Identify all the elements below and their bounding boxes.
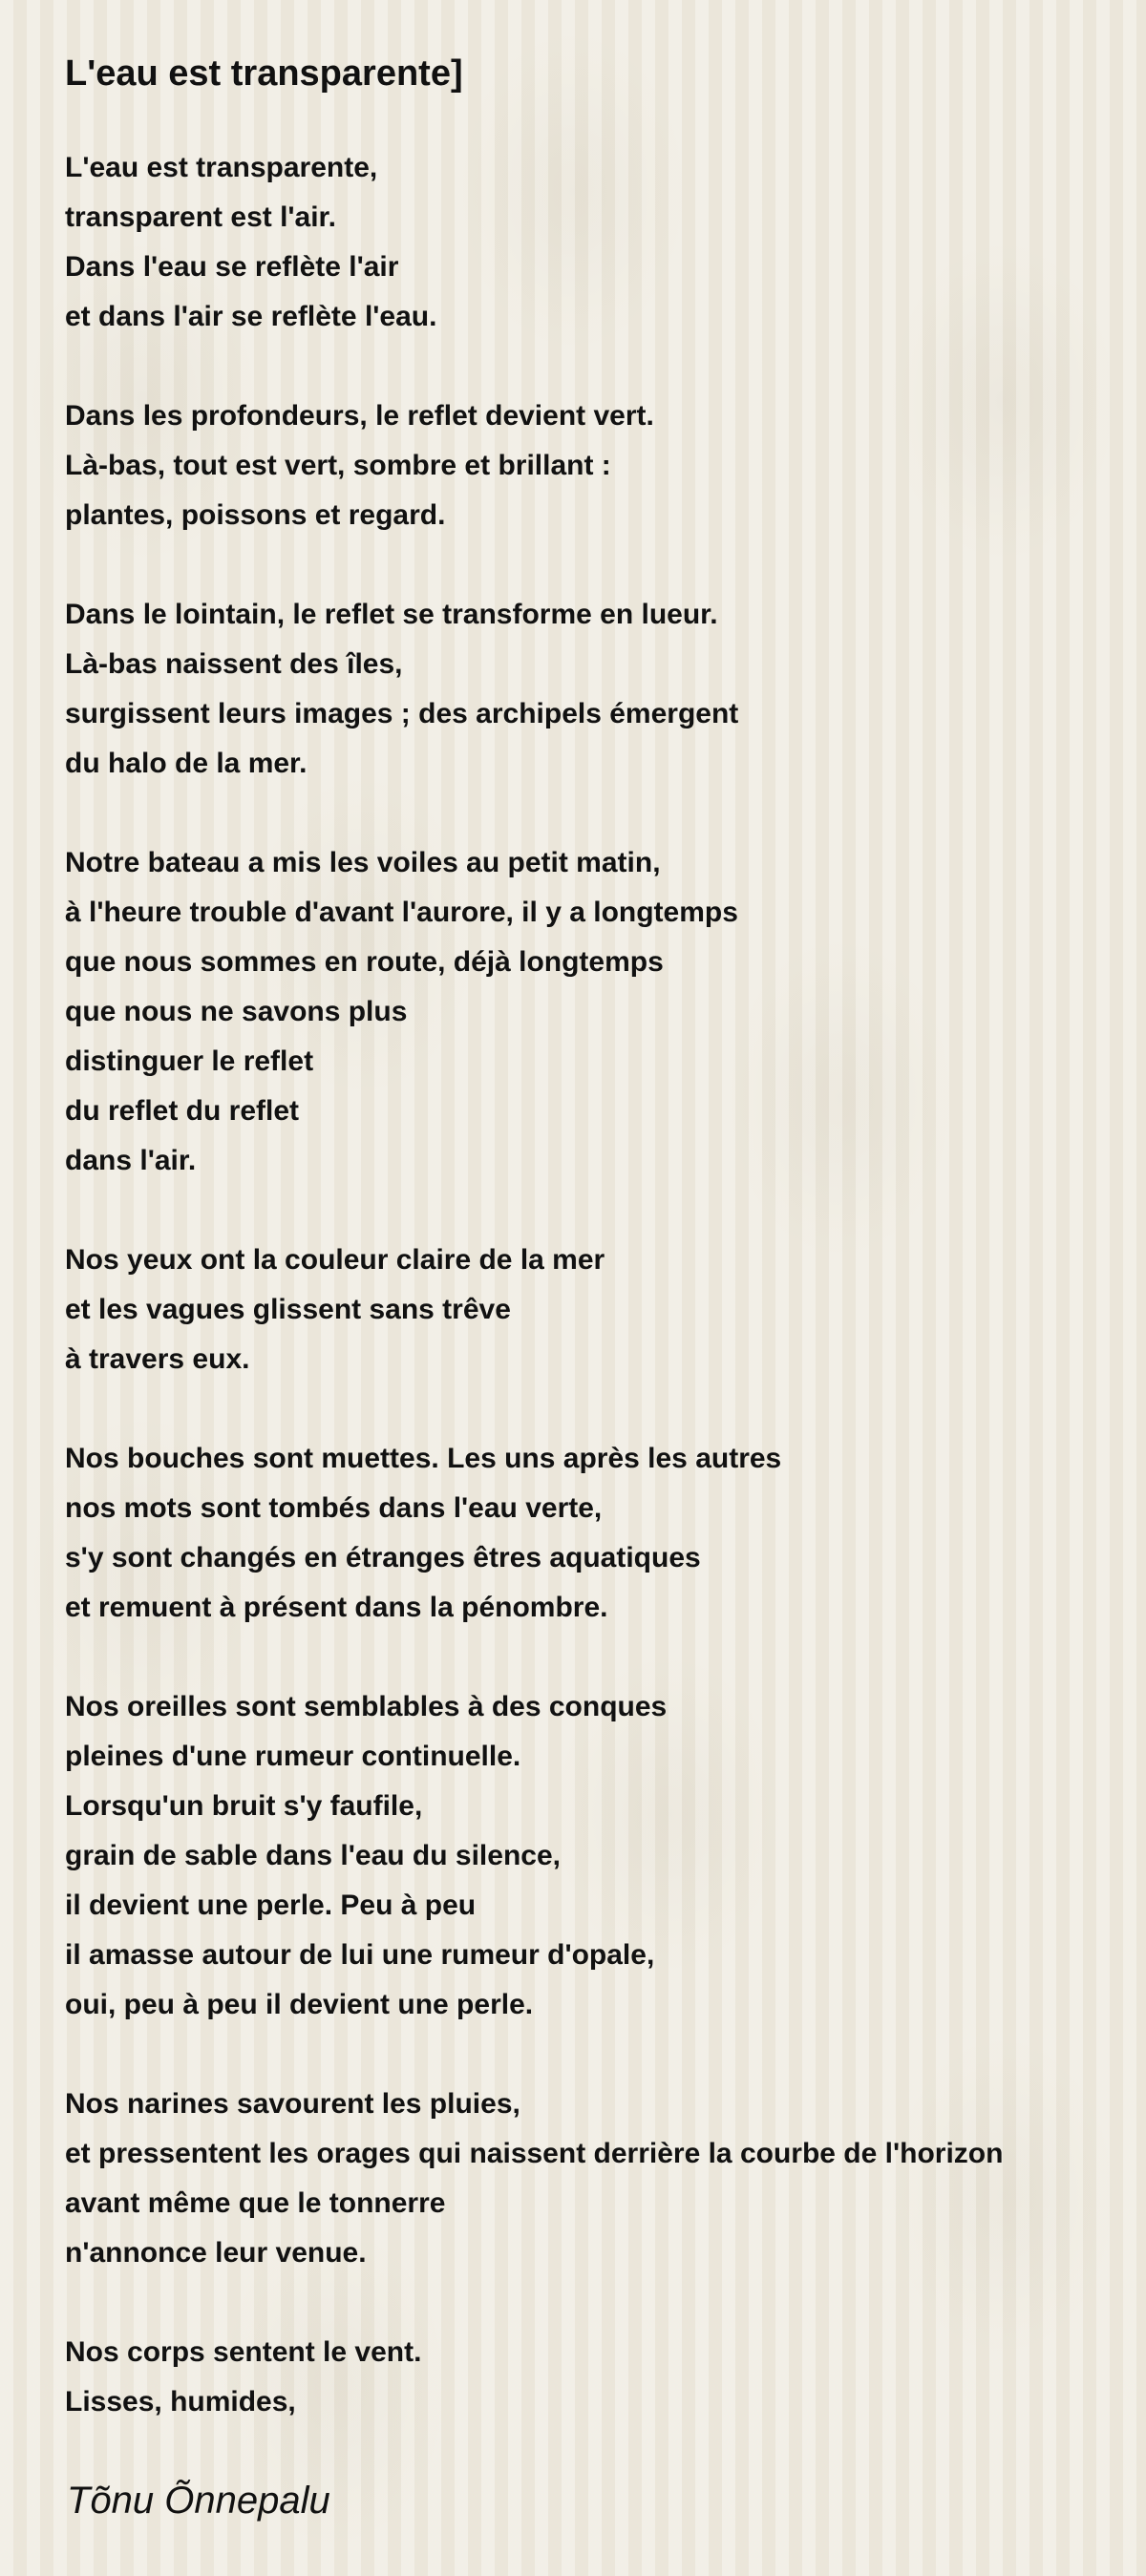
poem-line: surgissent leurs images ; des archipels émergent	[65, 698, 739, 729]
poem-line: du halo de la mer.	[65, 748, 308, 779]
poem-line: du reflet du reflet	[65, 1095, 300, 1127]
poem-line: il amasse autour de lui une rumeur d'opale,	[65, 1939, 655, 1971]
poem-line: Dans les profondeurs, le reflet devient vert.	[65, 400, 654, 432]
poem-line: Là-bas naissent des îles,	[65, 648, 403, 680]
poem-line: n'annonce leur venue.	[65, 2237, 367, 2269]
poem-line: à l'heure trouble d'avant l'aurore, il y a longtemps	[65, 897, 738, 928]
poem-line: et les vagues glissent sans trêve	[65, 1294, 511, 1325]
poem-line: distinguer le reflet	[65, 1045, 314, 1077]
poem-line: il devient une perle. Peu à peu	[65, 1890, 477, 1921]
poem-line: pleines d'une rumeur continuelle.	[65, 1741, 521, 1772]
poem-line: que nous ne savons plus	[65, 996, 408, 1027]
poem-line: Là-bas, tout est vert, sombre et brillant :	[65, 450, 611, 481]
poem-body	[65, 143, 1125, 2477]
poem-line: Lorsqu'un bruit s'y faufile,	[65, 1790, 423, 1822]
stanza	[65, 590, 1125, 789]
poem-line: Nos corps sentent le vent.	[65, 2336, 422, 2368]
author-name: Tõnu Õnnepalu	[67, 2480, 330, 2522]
poem-line: s'y sont changés en étranges êtres aquatiques	[65, 1542, 701, 1573]
stanza	[65, 1235, 1125, 1384]
poem-line: dans l'air.	[65, 1145, 197, 1176]
poem-line: transparent est l'air.	[65, 201, 336, 233]
poem-line: Nos narines savourent les pluies,	[65, 2088, 520, 2120]
poem-line: que nous sommes en route, déjà longtemps	[65, 946, 664, 978]
poem-line: Dans le lointain, le reflet se transforme en lueur.	[65, 599, 718, 630]
poem-line: oui, peu à peu il devient une perle.	[65, 1989, 534, 2020]
poem-line: à travers eux.	[65, 1343, 250, 1375]
poem-title: L'eau est transparente]	[65, 53, 463, 94]
poem-line: L'eau est transparente,	[65, 152, 378, 183]
poem-line: avant même que le tonnerre	[65, 2187, 446, 2219]
stanza	[65, 1682, 1125, 2030]
poem-line: et remuent à présent dans la pénombre.	[65, 1592, 608, 1623]
stanza	[65, 2080, 1125, 2278]
stanza	[65, 143, 1125, 342]
stanza	[65, 1434, 1125, 1633]
poem-line: grain de sable dans l'eau du silence,	[65, 1840, 561, 1871]
poem-line: Nos oreilles sont semblables à des conques	[65, 1691, 668, 1722]
stanza	[65, 391, 1125, 540]
poem-line: Lisses, humides,	[65, 2386, 296, 2418]
poem-line: Notre bateau a mis les voiles au petit matin,	[65, 847, 661, 878]
poem-line: et dans l'air se reflète l'eau.	[65, 301, 437, 332]
stanza	[65, 2328, 1125, 2427]
poem-line: Nos bouches sont muettes. Les uns après les autres	[65, 1443, 782, 1474]
poem-line: Dans l'eau se reflète l'air	[65, 251, 399, 283]
poem-line: et pressentent les orages qui naissent derrière la courbe de l'horizon	[65, 2138, 1004, 2169]
poem-line: nos mots sont tombés dans l'eau verte,	[65, 1492, 603, 1524]
poem-line: Nos yeux ont la couleur claire de la mer	[65, 1244, 605, 1276]
stanza	[65, 838, 1125, 1186]
poem-line: plantes, poissons et regard.	[65, 499, 446, 531]
